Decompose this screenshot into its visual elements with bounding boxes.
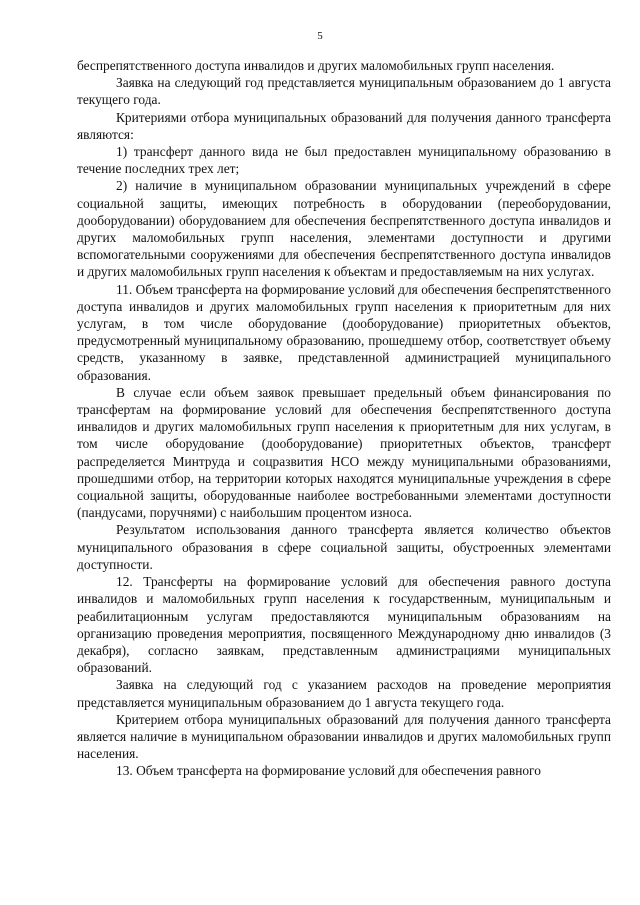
paragraph-criterion-1: 1) трансферт данного вида не был предоставлен муниципальному образованию в течение последних трех лет; bbox=[77, 144, 611, 177]
paragraph-item-11: 11. Объем трансферта на формирование условий для обеспечения беспрепятственного доступа инвалидов и других маломобильных групп населения к приоритетным для них услугам, в том числе оборудование (дооборудование) приоритетных объектов, предусмотренный муниципальному образованию, прошедшему отбор, соответствует объему средств, указанному в заявке, представленной администрацией муниципального образования. bbox=[77, 281, 611, 383]
paragraph-result: Результатом использования данного трансферта является количество объектов муниципального образования в сфере социальной защиты, обустроенных элементами доступности. bbox=[77, 522, 611, 572]
paragraph-selection-criterion: Критерием отбора муниципальных образований для получения данного трансферта является наличие в муниципальном образовании инвалидов и других маломобильных групп населения. bbox=[77, 711, 611, 762]
paragraph-selection-criteria-intro: Критериями отбора муниципальных образований для получения данного трансферта являются: bbox=[77, 109, 611, 142]
document-body bbox=[77, 57, 611, 780]
paragraph-continuation: беспрепятственного доступа инвалидов и других маломобильных групп населения. bbox=[77, 58, 555, 73]
paragraph-criterion-2: 2) наличие в муниципальном образовании муниципальных учреждений в сфере социальной защиты, имеющих потребность в оборудовании (переоборудовании, дооборудовании) оборудованием для обеспечения беспрепятственного доступа инвалидов и других маломобильных групп населения, элементами доступности и другими вспомогательными сооружениями для обеспечения беспрепятственного доступа инвалидов и других маломобильных групп населения к объектам и предоставляемым на них услугах. bbox=[77, 178, 611, 280]
paragraph-excess-applications: В случае если объем заявок превышает предельный объем финансирования по трансфертам на формирование условий для обеспечения беспрепятственного доступа инвалидов и других маломобильных групп населения к приоритетным для них услугам, в том числе оборудование (дооборудование) приоритетных объектов, трансферт распределяется Минтруда и соцразвития НСО между муниципальными образованиями, прошедшими отбор, на территории которых находятся муниципальные учреждения в сфере социальной защиты, оборудованные наиболее востребованными элементами доступности (пандусами, поручнями) с наибольшим процентом износа. bbox=[77, 384, 611, 521]
paragraph-item-13: 13. Объем трансферта на формирование условий для обеспечения равного bbox=[116, 763, 541, 779]
paragraph-event-application: Заявка на следующий год с указанием расходов на проведение мероприятия представляется муниципальным образованием до 1 августа текущего года. bbox=[77, 677, 611, 710]
paragraph-application-deadline: Заявка на следующий год представляется муниципальным образованием до 1 августа текущего года. bbox=[77, 75, 611, 108]
paragraph-item-12: 12. Трансферты на формирование условий для обеспечения равного доступа инвалидов и маломобильных групп населения к государственным, муниципальным и реабилитационным услугам предоставляются муниципальным образованиям на организацию проведения мероприятия, посвященного Международному дню инвалидов (3 декабря), согласно заявкам, представленным администрациями муниципальных образований. bbox=[77, 574, 611, 676]
page-number: 5 bbox=[317, 30, 323, 42]
